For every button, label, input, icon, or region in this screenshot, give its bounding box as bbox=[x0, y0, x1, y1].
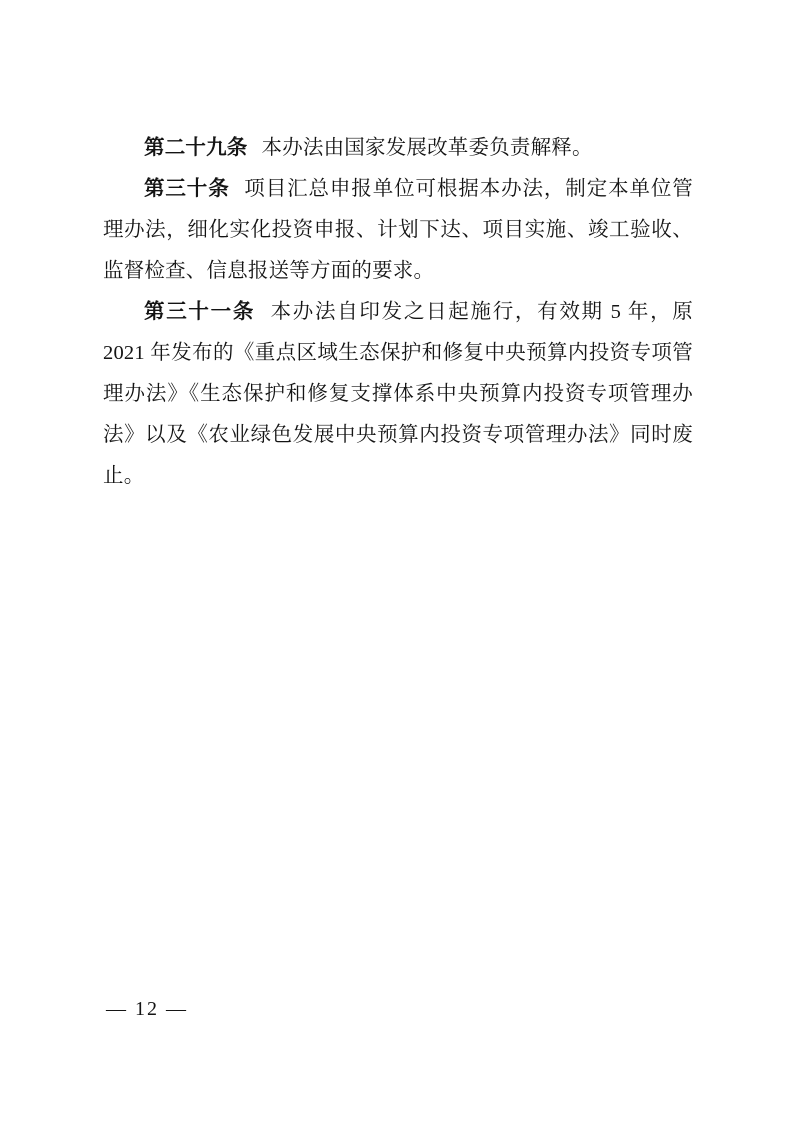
paragraph-article-31 bbox=[103, 292, 693, 497]
page-footer bbox=[0, 998, 794, 1021]
paragraph-article-29 bbox=[103, 128, 693, 169]
article-label-30: 第三十条 bbox=[144, 178, 230, 200]
article-text-30: 项目汇总申报单位可根据本办法，制定本单位管理办法，细化实化投资申报、计划下达、项目实施、竣工验收、监督检查、信息报送等方面的要求。 bbox=[103, 178, 693, 282]
article-label-29: 第二十九条 bbox=[144, 137, 248, 159]
article-text-31: 本办法自印发之日起施行，有效期 5 年，原 2021 年发布的《重点区域生态保护和修复中央预算内投资专项管理办法》《生态保护和修复支撑体系中央预算内投资专项管理办法》以及《农业绿色发展中央预算内投资专项管理办法》同时废止。 bbox=[103, 301, 693, 487]
page-number: — 12 — bbox=[106, 998, 188, 1020]
paragraph-article-30 bbox=[103, 169, 693, 292]
document-body bbox=[103, 128, 693, 497]
article-label-31: 第三十一条 bbox=[144, 301, 256, 323]
article-text-29: 本办法由国家发展改革委负责解释。 bbox=[261, 137, 593, 159]
